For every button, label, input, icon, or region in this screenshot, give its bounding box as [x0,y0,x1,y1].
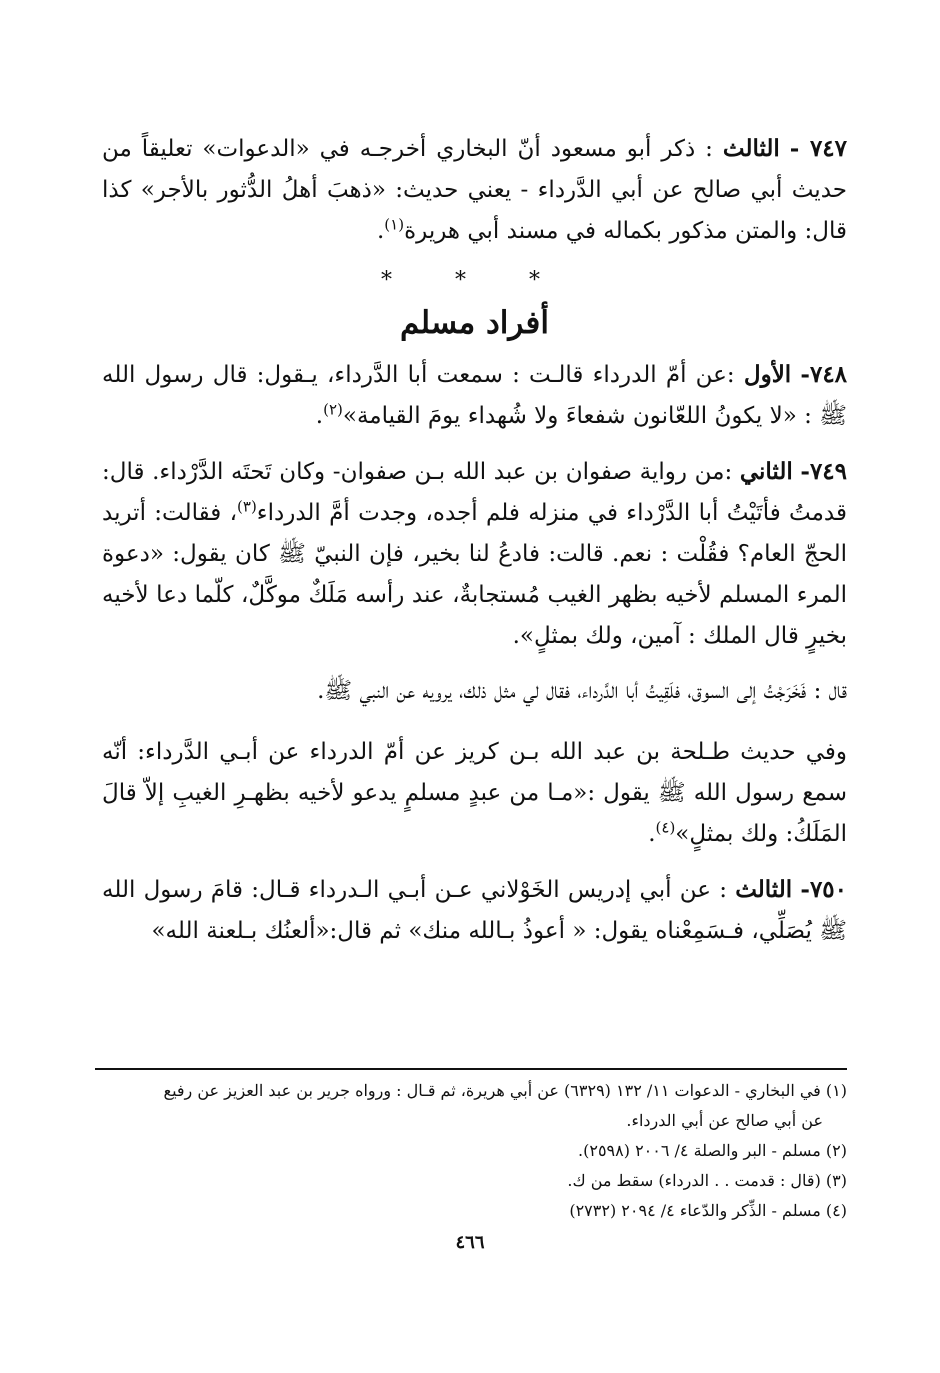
footnote-4: (٤) مسلم - الذِّكر والدّعاء ٤/ ٢٠٩٤ (٢٧٣٢) [569,1201,847,1220]
hadith-label: الثالث [735,876,793,903]
hadith-text: : ذكر أبو مسعود أنّ البخاري أخرجـه في «الدعوات» تعليقاً من حديث أبي صالح عن أبي الدَّرداء - يعني حديث: «ذهبَ أهلُ الدُّثور بالأجر» كذا قال: والمتن مذكور بكماله في مسند أبي هريرة [102,136,847,244]
hadith-749 [102,451,847,657]
hadith-750 [102,869,847,952]
hadith-text-end: . [376,218,385,244]
section-title: أفراد مسلم [400,305,549,341]
paragraph-talha [102,732,847,855]
hadith-text: :عن أمّ الدرداء قالـت : سمعت أبا الدَّرداء، يـقول: قال رسول الله ﷺ : «لا يكونُ اللعّانون شفعاءَ ولا شُهداء يومَ القيامة» [102,362,847,429]
hadith-number: ٧٤٧ - [789,135,848,162]
hadith-number: ٧٤٨- [800,361,848,388]
footnote-1-continued: عن أبي صالح عن أبي الدرداء. [626,1111,823,1130]
paragraph-market [102,671,847,712]
hadith-text-end: . [315,403,324,429]
hadith-label: الثالث [722,135,780,162]
hadith-text-end: ، فقالت: أتريد الحجّ العام؟ فقُلْت : نعم. قالت: فادعُ لنا بخير، فإن النبيّ ﷺ كان يقول: «دعوة المرء المسلم لأخيه بظهر الغيب مُستجابةٌ، عند رأسه مَلَكٌ موكَّلٌ، كلّما دعا لأخيه بخيرٍ قال الملك : آمين، ولك بمثلٍ». [102,500,847,649]
hadith-number: ٧٥٠- [800,876,847,903]
paragraph-text: وفي حديث طـلحة بن عبد الله بـن كريز عن أمّ الدرداء عن أبـي الدَّرداء: أنّه سمع رسول الله ﷺ يقول :«مـا من عبدٍ مسلمٍ يدعو لأخيه بظهـرِ الغيبِ إلاّ قالَ المَلَكُ: ولك بمثلٍ» [102,739,847,847]
hadith-747 [102,128,847,252]
footnote-ref: (٣) [237,497,257,516]
page-number: ٤٦٦ [455,1232,485,1253]
footnote-2: (٢) مسلم - البر والصلة ٤/ ٢٠٠٦ (٢٥٩٨). [578,1141,847,1160]
hadith-748 [102,354,847,437]
footnotes [95,1068,847,1226]
paragraph-text: قال : فَخَرَجْتُ إلى السوق، فلَقِيتُ أبا الدَّرداء، فقال لي مثل ذلك، يرويه عن النبي ﷺ. [317,678,847,704]
hadith-text: : عن أبي إدريس الخَوْلاني عـن أبـي الـدرداء قـال: قامَ رسول الله ﷺ يُصَلِّي، فـسَمِعْناه يقول: « أعوذُ بـالله منك» ثم قال:«ألعنُك بـلعنة الله» [102,877,847,944]
hadith-label: الثاني [739,458,793,485]
footnote-1: (١) في البخاري - الدعوات ١١/ ١٣٢ (٦٣٢٩) عن أبي هريرة، ثم قـال : ورواه جرير بن عبد العزيز عن رفيع [163,1081,847,1100]
footnote-3: (٣) (قال : قدمت . . الدرداء) سقط من ك. [567,1171,847,1190]
footnote-ref: (٤) [655,818,676,837]
hadith-text: :من رواية صفوان بن عبد الله بـن صفوان- وكان تَحتَه الدَّرْداء. قال: قدمتُ فأتَيْتُ أبا الدَّرْداء في منزله فلم أجده، وجدت أمَّ الدرداء [102,459,847,526]
footnote-ref: (١) [384,215,405,234]
paragraph-text-end: . [648,821,656,847]
hadith-number: ٧٤٩- [800,458,848,485]
footnote-ref: (٢) [323,400,343,419]
main-text [102,128,847,952]
hadith-label: الأول [743,361,792,388]
section-divider-stars: * * * [381,268,568,293]
